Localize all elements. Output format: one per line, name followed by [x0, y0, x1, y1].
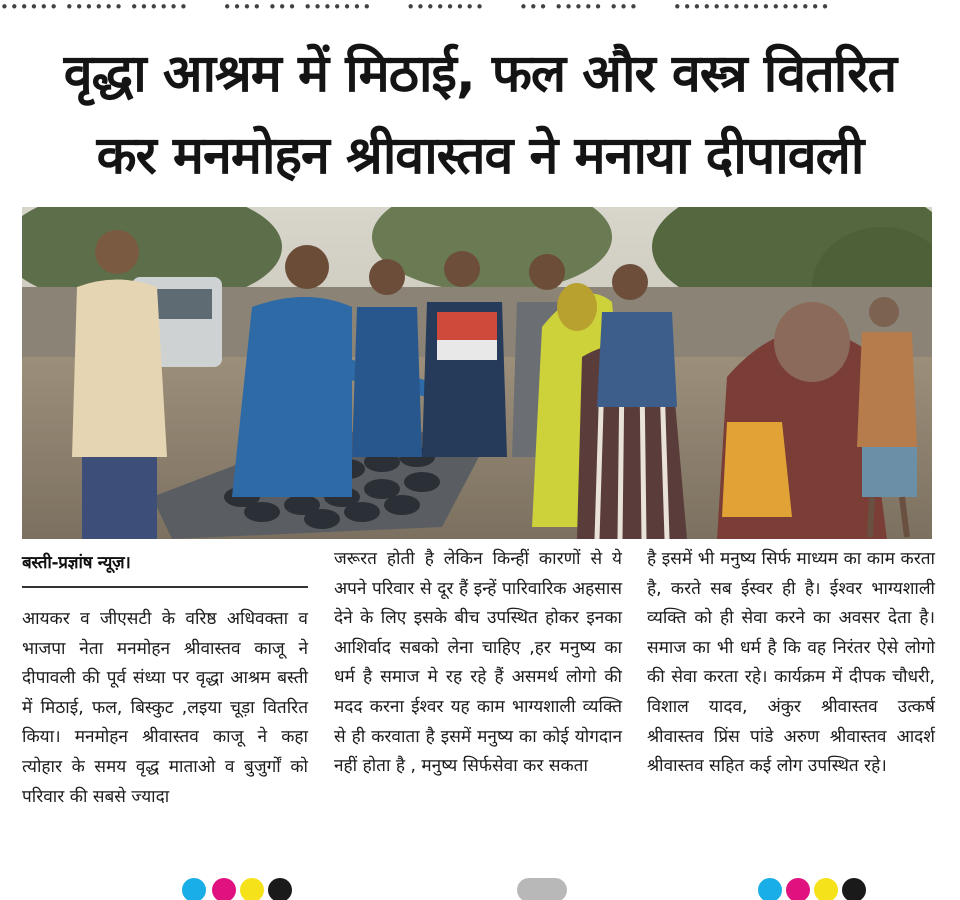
registration-mark-gray	[517, 878, 567, 900]
registration-mark-yellow	[814, 878, 838, 900]
article-column-3	[647, 545, 935, 782]
column-1-text: आयकर व जीएसटी के वरिष्ठ अधिवक्ता व भाजपा नेता मनमोहन श्रीवास्तव काजू ने दीपावली की पूर्व संध्या पर वृद्धा आश्रम बस्ती में मिठाई, फल, बिस्कुट ,लइया चूड़ा वितरित किया। मनमोहन श्रीवास्तव काजू ने कहा त्योहार के समय वृद्ध माताओ व बुजुर्गों को परिवार की सबसे ज्यादा	[22, 609, 308, 807]
previous-article-cutoff-strip: •••••• •••••• •••••• •••• ••• ••••••• •••••••• ••• ••••• ••• ••••••••••••••••	[0, 0, 831, 14]
headline-line-2: कर मनमोहन श्रीवास्तव ने मनाया दीपावली	[96, 126, 864, 186]
article-column-2	[334, 545, 622, 782]
column-2-text: जरूरत होती है लेकिन किन्हीं कारणों से ये अपने परिवार से दूर हैं इन्हें पारिवारिक अहसास देने के लिए इसके बीच उपस्थित होकर इनका आशिर्वाद सबको लेना चाहिए ,हर मनुष्य का धर्म है समाज मे रह रहे हैं असमर्थ लोगो की मदद करना ईश्वर यह काम भाग्यशाली व्यक्ति से ही करवाता है इसमें मनुष्य का कोई योगदान नहीं होता है , मनुष्य सिर्फसेवा कर सकता	[334, 549, 622, 777]
headline-line-1: वृद्धा आश्रम में मिठाई, फल और वस्त्र वितरित	[63, 44, 897, 104]
registration-mark-black	[842, 878, 866, 900]
article-column-1	[22, 605, 308, 812]
byline: बस्ती-प्रज्ञांष न्यूज़।	[22, 553, 131, 573]
registration-mark-black	[268, 878, 292, 900]
registration-mark-yellow	[240, 878, 264, 900]
registration-mark-cyan	[182, 878, 206, 900]
news-photo	[22, 207, 932, 539]
registration-mark-magenta	[786, 878, 810, 900]
column-3-text: है इसमें भी मनुष्य सिर्फ माध्यम का काम करता है, करते सब ईस्वर ही है। ईश्वर भाग्यशाली व्यक्ति को ही सेवा करने का अवसर देता है। समाज का भी धर्म है कि वह निरंतर ऐसे लोगो की सेवा करता रहे। कार्यक्रम में दीपक चौधरी, विशाल यादव, अंकुर श्रीवास्तव उत्कर्ष श्रीवास्तव प्रिंस पांडे अरुण श्रीवास्तव आदर्श श्रीवास्तव सहित कई लोग उपस्थित रहे।	[647, 549, 935, 777]
byline-divider	[22, 586, 308, 588]
registration-mark-magenta	[212, 878, 236, 900]
registration-mark-cyan	[758, 878, 782, 900]
